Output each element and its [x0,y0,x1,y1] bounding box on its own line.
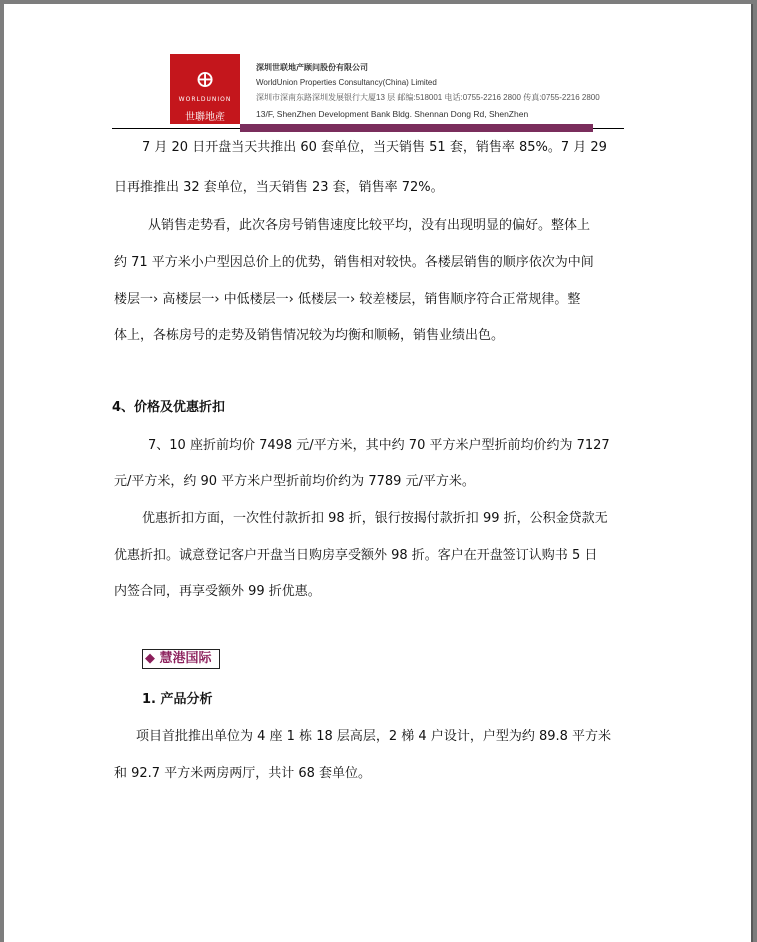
company-name-en: WorldUnion Properties Consultancy(China) Limited [256,78,437,87]
company-name-cn: 深圳世联地产顾问股份有限公司 [256,63,368,72]
para1-line1: 7 月 20 日开盘当天共推出 60 套单位，当天销售 51 套，销售率 85%。7 月 29 [142,140,607,155]
section-heading-4: 4、价格及优惠折扣 [112,400,226,415]
letterhead [170,50,624,124]
logo-cn-text: 世聯地產 [185,112,225,123]
project-title: ◆ 慧港国际 [142,649,220,669]
company-address-en: 13/F, ShenZhen Development Bank Bldg. Shennan Dong Rd, ShenZhen [256,109,529,119]
para4-line3: 内签合同，再享受额外 99 折优惠。 [114,584,321,599]
header-accent-bar [240,124,593,132]
para4-line2: 优惠折扣。诚意登记客户开盘当日购房享受额外 98 折。客户在开盘签订认购书 5 日 [114,548,598,563]
para5-line1: 项目首批推出单位为 4 座 1 栋 18 层高层，2 梯 4 户设计，户型为约 89.8 平方米 [136,729,612,744]
para4-line1: 优惠折扣方面，一次性付款折扣 98 折，银行按揭付款折扣 99 折，公积金贷款无 [142,511,608,526]
logo-en-text: WORLDUNION [178,96,232,103]
section-heading-1: 1. 产品分析 [142,692,213,707]
para1-line2: 日再推推出 32 套单位，当天销售 23 套，销售率 72%。 [114,180,444,195]
para5-line2: 和 92.7 平方米两房两厅，共计 68 套单位。 [114,766,372,781]
logo-mark-icon: ⊕ [194,65,216,93]
para2-line1: 从销售走势看，此次各房号销售速度比较平均，没有出现明显的偏好。整体上 [148,218,591,233]
company-logo [170,54,240,124]
para2-line4: 体上，各栋房号的走势及销售情况较为均衡和顺畅，销售业绩出色。 [114,328,505,343]
para2-line3: 楼层一› 高楼层一› 中低楼层一› 低楼层一› 较差楼层，销售顺序符合正常规律。整 [114,292,581,307]
company-address-cn: 深圳市深南东路深圳发展银行大厦13 层 邮编:518001 电话:0755-2216 2800 传真:0755-2216 2800 [256,93,600,102]
para3-line1: 7、10 座折前均价 7498 元/平方米，其中约 70 平方米户型折前均价约为 7127 [148,438,610,453]
para3-line2: 元/平方米，约 90 平方米户型折前均价约为 7789 元/平方米。 [114,474,475,489]
document-page [4,4,751,942]
para2-line2: 约 71 平方米小户型因总价上的优势，销售相对较快。各楼层销售的顺序依次为中间 [114,255,594,270]
